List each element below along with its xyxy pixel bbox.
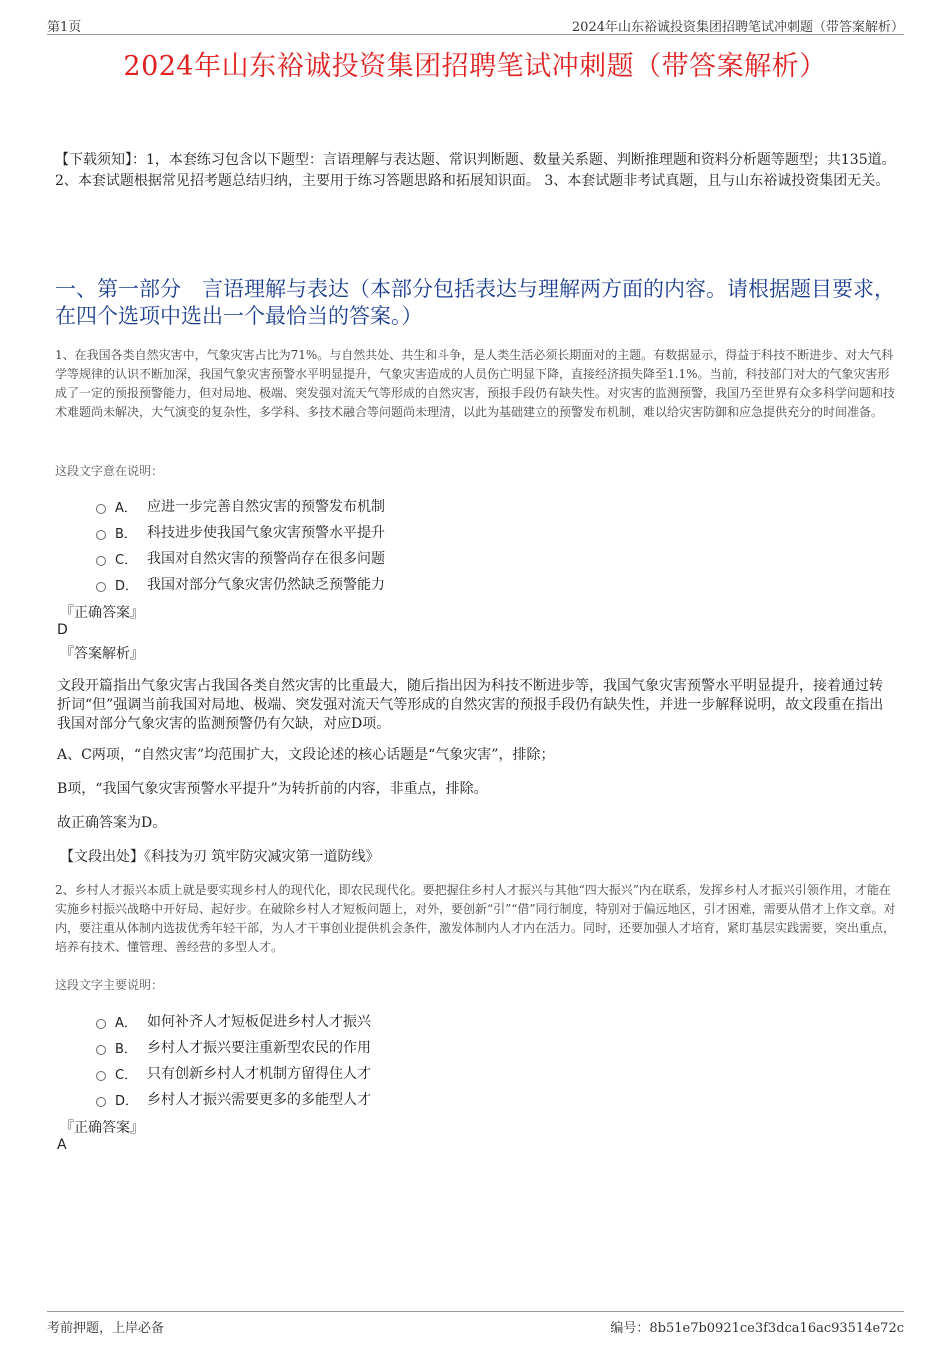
download-notice: 【下载须知】：1，本套练习包含以下题型：言语理解与表达题、常识判断题、数量关系题、判断推理题和资料分析题等题型；共135道。 2、本套试题根据常见招考题总结归纳，主要用于练习答题思路和拓展知识面。 3、本套试题非考试真题，且与山东裕诚投资集团无关。 (55, 152, 896, 189)
footer-serial: 编号：8b51e7b0921ce3f3dca16ac93514e72c (610, 1321, 904, 1336)
option-c[interactable]: C． 只有创新乡村人才机制方留得住人才 (96, 1060, 371, 1086)
answer-value: A (57, 1137, 67, 1153)
answer-label: 『正确答案』 (60, 1120, 144, 1136)
option-d[interactable]: D． 乡村人才振兴需要更多的多能型人才 (96, 1086, 371, 1112)
radio-icon[interactable] (96, 1097, 106, 1107)
radio-icon[interactable] (96, 1019, 106, 1029)
answer-label: 『正确答案』 (60, 605, 144, 621)
passage-source: 【文段出处】《科技为刃 筑牢防灾减灾第一道防线》 (60, 849, 380, 865)
footer-slogan: 考前押题，上岸必备 (47, 1321, 165, 1336)
page-number: 第1页 (47, 20, 82, 35)
analysis-paragraph: 故正确答案为D。 (57, 815, 167, 831)
question-1-options (96, 493, 385, 597)
option-a[interactable]: A． 应进一步完善自然灾害的预警发布机制 (96, 493, 385, 519)
option-c[interactable]: C． 我国对自然灾害的预警尚存在很多问题 (96, 545, 385, 571)
analysis-paragraph: A、C两项，“自然灾害”均范围扩大，文段论述的核心话题是“气象灾害”，排除； (57, 747, 555, 763)
radio-icon[interactable] (96, 504, 106, 514)
question-1-prompt: 这段文字意在说明： (55, 464, 164, 478)
analysis-paragraph: B项，“我国气象灾害预警水平提升”为转折前的内容，非重点，排除。 (57, 781, 488, 797)
radio-icon[interactable] (96, 1071, 106, 1081)
answer-value: D (57, 622, 68, 638)
header-doc-title: 2024年山东裕诚投资集团招聘笔试冲刺题（带答案解析） (571, 20, 904, 35)
option-a[interactable]: A． 如何补齐人才短板促进乡村人才振兴 (96, 1008, 371, 1034)
question-1-text: 1、在我国各类自然灾害中，气象灾害占比为71%。与自然共处、共生和斗争，是人类生活必须长期面对的主题。有数据显示，得益于科技不断进步、对大气科学等规律的认识不断加深，我国气象灾害预警水平明显提升，气象灾害造成的人员伤亡明显下降，直接经济损失降至1.1%。当前，科技部门对大的气象灾害形成了一定的预报预警能力，但对局地、极端、突发强对流天气等形成的自然灾害，预报手段仍有缺失性。对灾害的监测预警，我国乃至世界有众多科学问题和技术难题尚未解决，大气演变的复杂性，多学科、多技术融合等问题尚未理清，以此为基础建立的预警发布机制，难以给灾害防御和应急提供充分的时间准备。 (55, 348, 896, 419)
radio-icon[interactable] (96, 582, 106, 592)
section-heading: 一、第一部分 言语理解与表达（本部分包括表达与理解两方面的内容。请根据题目要求，在四个选项中选出一个最恰当的答案。） (55, 277, 895, 328)
radio-icon[interactable] (96, 556, 106, 566)
page-header (47, 14, 904, 35)
option-d[interactable]: D． 我国对部分气象灾害仍然缺乏预警能力 (96, 571, 385, 597)
question-2-prompt: 这段文字主要说明： (55, 978, 164, 992)
option-b[interactable]: B． 科技进步使我国气象灾害预警水平提升 (96, 519, 385, 545)
analysis-paragraph: 文段开篇指出气象灾害占我国各类自然灾害的比重最大，随后指出因为科技不断进步等，我国气象灾害预警水平明显提升，接着通过转折词“但”强调当前我国对局地、极端、突发强对流天气等形成的自然灾害的预报手段仍有缺失性，并进一步解释说明，故文段重在指出我国对部分气象灾害的监测预警仍有欠缺，对应D项。 (57, 678, 884, 732)
page-footer (47, 1311, 904, 1338)
question-2-text: 2、乡村人才振兴本质上就是要实现乡村人的现代化，即农民现代化。要把握住乡村人才振兴与其他“四大振兴”内在联系，发挥乡村人才振兴引领作用，才能在实施乡村振兴战略中开好局、起好步。在破除乡村人才短板问题上，对外，要创新“引”“借”同行制度，特别对于偏远地区，引才困难，需要从借才上作文章。对内，要注重从体制内选拔优秀年轻干部，为人才干事创业提供机会条件，激发体制内人才内在活力。同时，还要加强人才培育，紧盯基层实践需要，突出重点，培养有技术、懂管理、善经营的多型人才。 (55, 883, 896, 954)
radio-icon[interactable] (96, 530, 106, 540)
radio-icon[interactable] (96, 1045, 106, 1055)
question-2-options (96, 1008, 371, 1112)
analysis-label: 『答案解析』 (60, 646, 144, 662)
option-b[interactable]: B． 乡村人才振兴要注重新型农民的作用 (96, 1034, 371, 1060)
document-title: 2024年山东裕诚投资集团招聘笔试冲刺题（带答案解析） (123, 51, 827, 82)
